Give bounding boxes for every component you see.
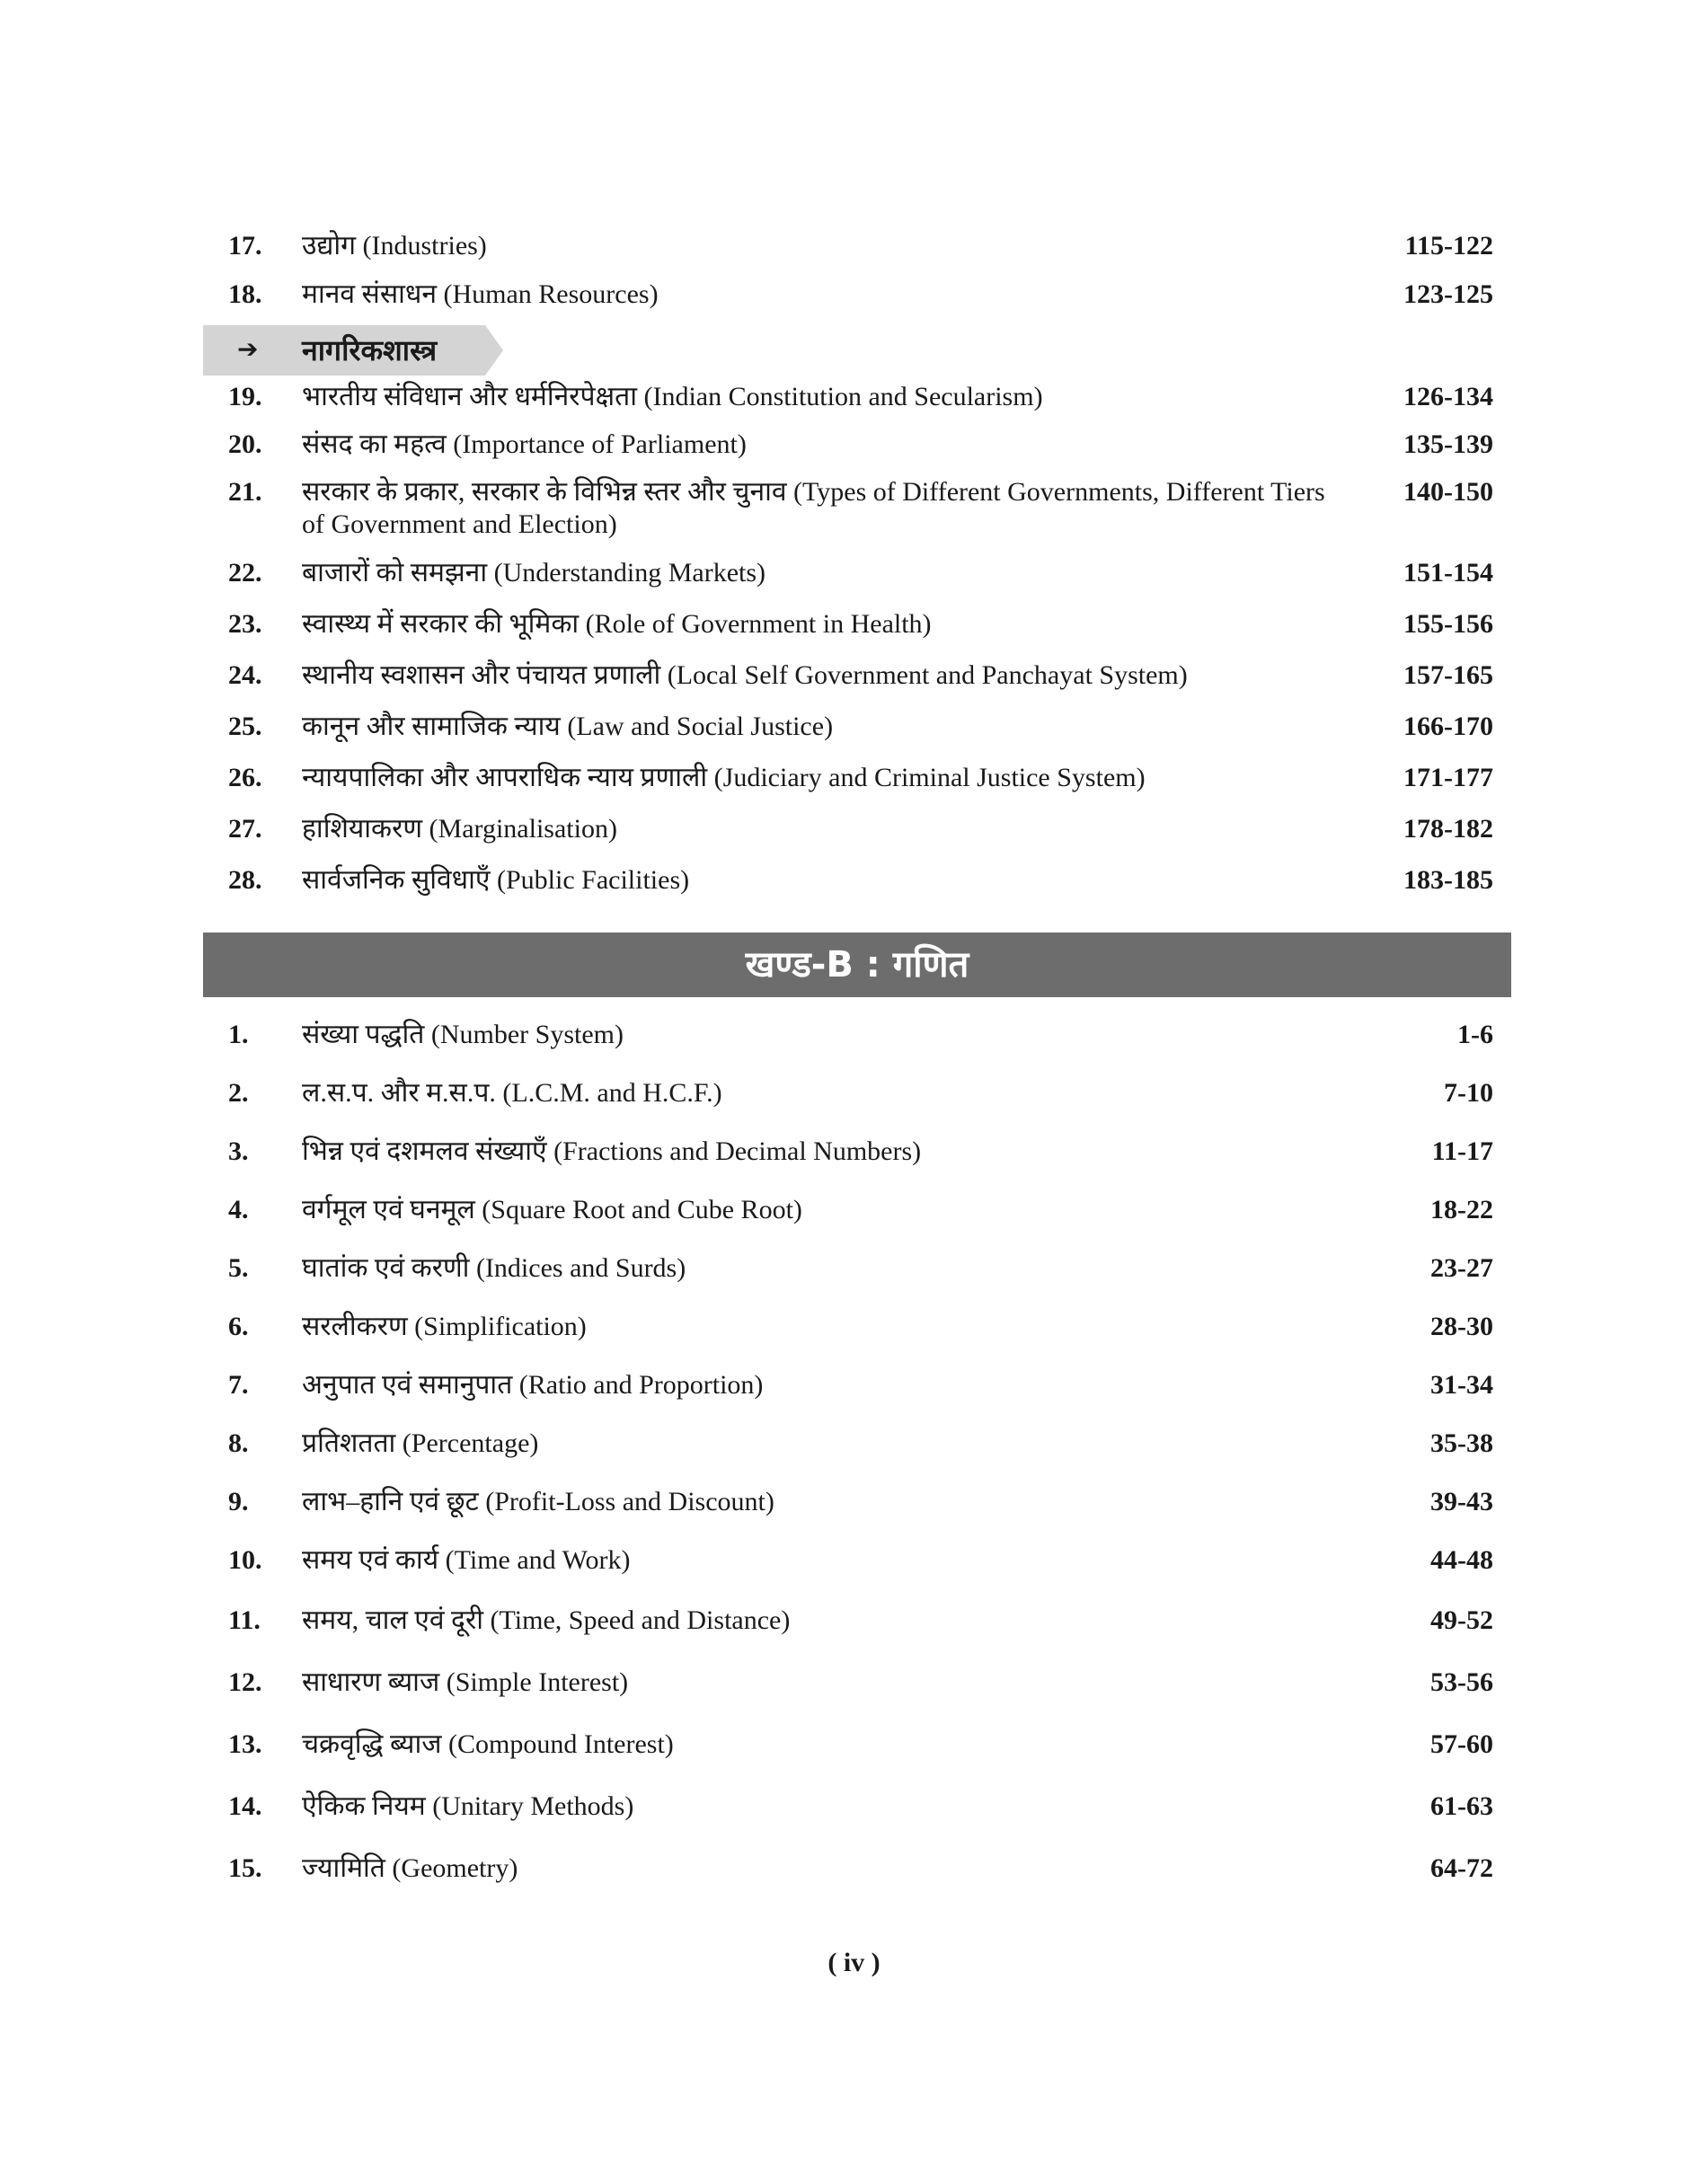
- item-pages: 64-72: [1430, 1853, 1493, 1883]
- item-pages: 44-48: [1430, 1545, 1493, 1575]
- item-pages: 7-10: [1444, 1078, 1493, 1108]
- item-title: मानव संसाधन (Human Resources): [302, 279, 659, 309]
- item-title: भारतीय संविधान और धर्मनिरपेक्षता (Indian Constitution and Secularism): [302, 382, 1043, 411]
- civics-heading-tab: [203, 325, 485, 376]
- item-title: न्यायपालिका और आपराधिक न्याय प्रणाली (Judiciary and Criminal Justice System): [302, 763, 1146, 792]
- item-title: स्थानीय स्वशासन और पंचायत प्रणाली (Local Self Government and Panchayat System): [302, 660, 1188, 690]
- item-number: 7.: [228, 1370, 249, 1400]
- item-number: 14.: [228, 1791, 262, 1821]
- item-title: सार्वजनिक सुविधाएँ (Public Facilities): [302, 865, 690, 895]
- item-pages: 178-182: [1403, 814, 1493, 844]
- item-title: सरकार के प्रकार, सरकार के विभिन्न स्तर और चुनाव (Types of Different Governments, Different Tiers of Government and Election): [302, 477, 1325, 539]
- item-pages: 23-27: [1430, 1253, 1493, 1283]
- item-title: समय एवं कार्य (Time and Work): [302, 1545, 631, 1575]
- item-pages: 49-52: [1430, 1605, 1493, 1635]
- item-pages: 35-38: [1430, 1428, 1493, 1458]
- arrow-right-icon: ➔: [237, 334, 259, 364]
- item-title: संसद का महत्व (Importance of Parliament): [302, 429, 747, 459]
- item-pages: 11-17: [1431, 1136, 1493, 1166]
- item-title: वर्गमूल एवं घनमूल (Square Root and Cube Root): [302, 1195, 802, 1224]
- item-number: 4.: [228, 1195, 249, 1224]
- civics-heading: नागरिकशास्त्र: [302, 333, 438, 367]
- item-number: 22.: [228, 558, 262, 588]
- item-number: 18.: [228, 279, 262, 309]
- item-number: 13.: [228, 1729, 262, 1759]
- item-pages: 28-30: [1430, 1312, 1493, 1341]
- item-pages: 18-22: [1430, 1195, 1493, 1224]
- item-pages: 157-165: [1403, 660, 1493, 690]
- item-number: 19.: [228, 382, 262, 411]
- item-title: कानून और सामाजिक न्याय (Law and Social Justice): [302, 712, 834, 741]
- item-pages: 53-56: [1430, 1667, 1493, 1697]
- item-number: 3.: [228, 1136, 249, 1166]
- item-pages: 135-139: [1403, 429, 1493, 459]
- item-title: प्रतिशतता (Percentage): [302, 1428, 539, 1458]
- item-number: 8.: [228, 1428, 249, 1458]
- item-title: संख्या पद्धति (Number System): [302, 1020, 624, 1049]
- item-title: अनुपात एवं समानुपात (Ratio and Proportion): [302, 1370, 764, 1400]
- item-title: बाजारों को समझना (Understanding Markets): [302, 558, 766, 588]
- item-title: हाशियाकरण (Marginalisation): [302, 814, 617, 844]
- item-number: 24.: [228, 660, 262, 690]
- item-title: चक्रवृद्धि ब्याज (Compound Interest): [302, 1729, 674, 1759]
- item-title: समय, चाल एवं दूरी (Time, Speed and Distance): [302, 1605, 791, 1635]
- item-number: 20.: [228, 429, 262, 459]
- item-pages: 61-63: [1430, 1791, 1493, 1821]
- item-title: लाभ–हानि एवं छूट (Profit-Loss and Discount): [302, 1487, 774, 1516]
- item-pages: 57-60: [1430, 1729, 1493, 1759]
- item-title: स्वास्थ्य में सरकार की भूमिका (Role of Government in Health): [302, 609, 932, 639]
- item-number: 11.: [228, 1605, 261, 1635]
- item-pages: 126-134: [1403, 382, 1493, 411]
- item-title: ल.स.प. और म.स.प. (L.C.M. and H.C.F.): [302, 1078, 722, 1108]
- item-number: 6.: [228, 1312, 249, 1341]
- item-title: ज्यामिति (Geometry): [302, 1853, 518, 1883]
- item-title: उद्योग (Industries): [302, 231, 487, 261]
- item-title: भिन्न एवं दशमलव संख्याएँ (Fractions and Decimal Numbers): [302, 1136, 922, 1166]
- item-pages: 1-6: [1457, 1020, 1493, 1049]
- item-number: 17.: [228, 231, 262, 261]
- page-number: ( iv ): [827, 1948, 881, 1977]
- item-pages: 171-177: [1403, 763, 1493, 792]
- item-number: 21.: [228, 477, 262, 507]
- item-number: 1.: [228, 1020, 249, 1049]
- item-pages: 183-185: [1403, 865, 1493, 895]
- item-title: सरलीकरण (Simplification): [302, 1312, 587, 1341]
- item-number: 25.: [228, 712, 262, 741]
- item-pages: 166-170: [1403, 712, 1493, 741]
- item-pages: 151-154: [1403, 558, 1493, 588]
- item-number: 5.: [228, 1253, 249, 1283]
- item-number: 27.: [228, 814, 262, 844]
- item-number: 10.: [228, 1545, 262, 1575]
- item-number: 15.: [228, 1853, 262, 1883]
- item-title: ऐकिक नियम (Unitary Methods): [302, 1791, 634, 1821]
- item-number: 9.: [228, 1487, 249, 1516]
- section-b-title: खण्ड-B : गणित: [745, 944, 969, 986]
- item-pages: 31-34: [1430, 1370, 1493, 1400]
- item-pages: 39-43: [1430, 1487, 1493, 1516]
- item-pages: 140-150: [1403, 477, 1493, 507]
- item-title: घातांक एवं करणी (Indices and Surds): [302, 1253, 686, 1283]
- section-b-header: [203, 933, 1511, 997]
- item-title: साधारण ब्याज (Simple Interest): [302, 1667, 629, 1697]
- item-number: 23.: [228, 609, 262, 639]
- item-number: 2.: [228, 1078, 249, 1108]
- item-number: 26.: [228, 763, 262, 792]
- item-pages: 115-122: [1404, 231, 1493, 261]
- item-number: 28.: [228, 865, 262, 895]
- item-pages: 123-125: [1403, 279, 1493, 309]
- item-number: 12.: [228, 1667, 262, 1697]
- item-pages: 155-156: [1403, 609, 1493, 639]
